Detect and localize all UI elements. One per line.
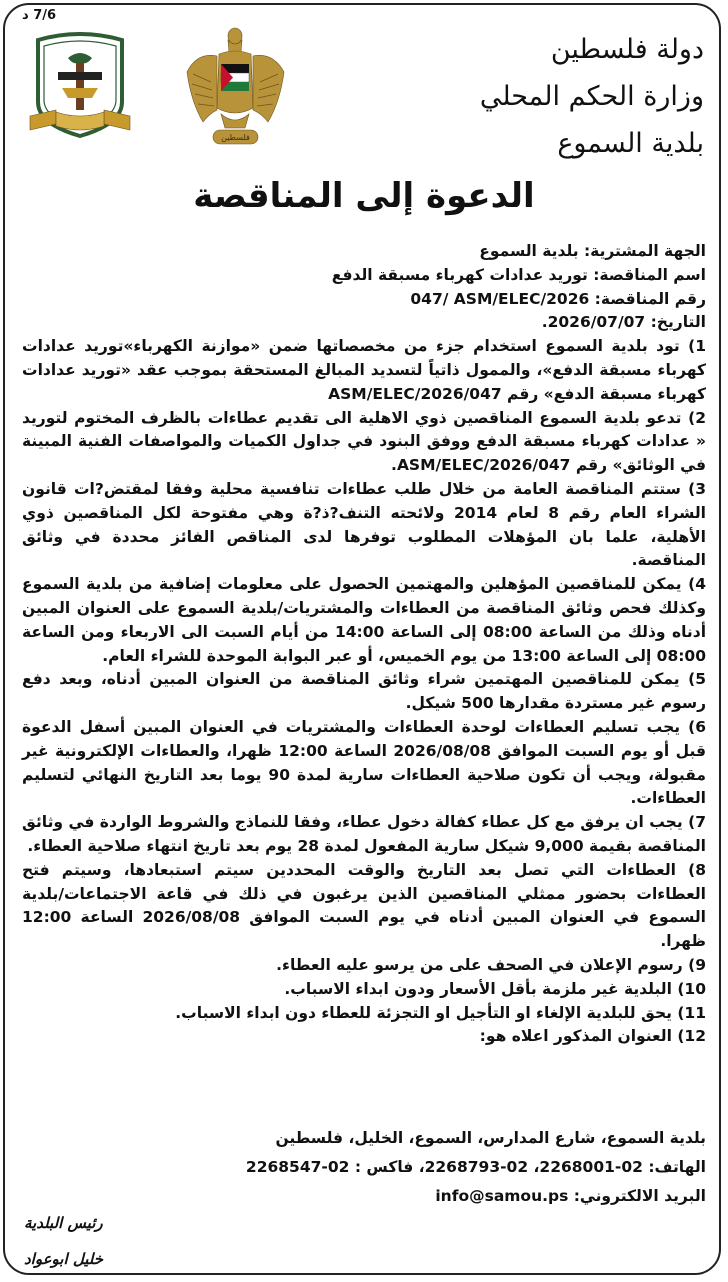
paragraph-11: 11) يحق للبلدية الإلغاء او التأجيل او التجزئة للعطاء دون ابداء الاسباب. — [175, 1003, 706, 1022]
tender-number — [22, 288, 706, 312]
header-state: دولة فلسطين — [550, 34, 704, 65]
paragraph-2: 2) تدعو بلدية السموع المناقصين ذوي الاهلية الى تقديم عطاءات بالظرف المختوم لتوريد « عدادات كهرباء مسبقة الدفع ووفق البنود في جداول الكميات والمواصفات الفنية المبينة في الوثائق» رقم 047/ASM/ELEC/2026. — [22, 408, 706, 475]
header-ministry: وزارة الحكم المحلي — [479, 81, 704, 112]
paragraph-7: 7) يجب ان يرفق مع كل عطاء كفالة دخول عطاء، وفقا للنماذج والشروط الواردة في وثائق المناقصة بقيمة 9,000 شيكل سارية المفعول لمدة 28 يوم بعد تاريخ انتهاء صلاحية العطاء. — [22, 813, 706, 855]
signature-title: رئيس البلدية — [24, 1214, 103, 1232]
paragraph-8: 8) العطاءات التي تصل بعد التاريخ والوقت المحددين سيتم استبعادها، وسيتم فتح العطاءات بحضور ممثلي المناقصين الذين يرغبون في ذلك في قاعة الاجتماعات/بلدية السموع في العنوان المبين أدناه في يوم السبت الموافق 2026/08/08 الساعة 12:00 ظهرا. — [22, 860, 707, 951]
tender-body — [22, 240, 706, 1049]
tender-number-value: 047/ ASM/ELEC/2026 — [410, 289, 590, 308]
tender-date: التاريخ: 2026/07/07. — [541, 313, 706, 332]
emblem-label: فلسطين — [221, 133, 250, 142]
paragraph-9: 9) رسوم الإعلان في الصحف على من يرسو عليه العطاء. — [276, 955, 706, 974]
contact-email: البريد الالكتروني: info@samou.ps — [435, 1187, 706, 1205]
paragraph-3: 3) ستتم المناقصة العامة من خلال طلب عطاءات تنافسية محلية وفقا لمقتض?ات قانون الشراء العام رقم 8 لعام 2014 ولائحته التنف?ذ?ة وهي مفتوحة لكل المناقصين ذوي الأهلية، علما بان المؤهلات المطلوب توفرها لدى المناقص الفائز محددة في وثائق المناقصة. — [22, 479, 706, 570]
paragraph-1: 1) تود بلدية السموع استخدام جزء من مخصصاتها ضمن «موازنة الكهرباء»توريد عدادات كهرباء مسبقة الدفع»، والممول ذاتياً لتسديد المبالغ المستحقة بموجب عقد «توريد عدادات كهرباء مسبقة الدفع» رقم 047/ASM/ELEC/2026 — [22, 337, 706, 403]
paragraph-6: 6) يجب تسليم العطاءات لوحدة العطاءات والمشتريات في العنوان المبين أسفل الدعوة قبل أو يوم السبت الموافق 2026/08/08 الساعة 12:00 ظهرا، والعطاءات الإلكترونية غير مقبولة، ويجب أن تكون صلاحية العطاءات سارية لمدة 90 يوما بعد التاريخ النهائي لتسليم العطاءات. — [22, 717, 706, 808]
page-title: الدعوة إلى المناقصة — [193, 176, 535, 216]
issuer-header — [404, 26, 704, 167]
contact-address: بلدية السموع، شارع المدارس، السموع، الخليل، فلسطين — [275, 1129, 706, 1147]
purchasing-entity: الجهة المشترية: بلدية السموع — [479, 242, 706, 260]
tender-name: اسم المناقصة: توريد عدادات كهرباء مسبقة الدفع — [331, 265, 706, 284]
municipality-logo-icon — [28, 32, 132, 144]
palestine-eagle-emblem-icon — [183, 22, 288, 152]
contact-phone: الهاتف: 02-2268001، 02-2268793، فاكس : 02-2268547 — [245, 1158, 706, 1176]
signature-name: خليل ابوعواد — [24, 1250, 103, 1268]
paragraph-5: 5) يمكن للمناقصين المهتمين شراء وثائق المناقصة من العنوان المبين أدناه، وبعد دفع رسوم غير مستردة مقدارها 500 شيكل. — [22, 670, 706, 713]
corner-code: 7/6 د — [22, 8, 57, 23]
paragraph-4: 4) يمكن للمناقصين المؤهلين والمهتمين الحصول على معلومات إضافية من بلدية السموع وكذلك فحص وثائق المناقصة من العطاءات والمشتريات/بلدية السموع على العنوان المبين أدناه وذلك من الساعة 08:00 إلى الساعة 14:00 من أيام السبت الى الاربعاء ومن الساعة 08:00 إلى الساعة 13:00 من يوم الخميس، أو عبر البوابة الموحدة للشراء العام. — [22, 575, 707, 665]
paragraph-12: 12) العنوان المذكور اعلاه هو: — [479, 1027, 706, 1046]
header-municipality: بلدية السموع — [557, 128, 704, 159]
contact-block — [246, 1124, 706, 1211]
tender-number-label: رقم المناقصة: — [594, 289, 706, 308]
paragraph-10: 10) البلدية غير ملزمة بأقل الأسعار ودون ابداء الاسباب. — [284, 979, 706, 998]
